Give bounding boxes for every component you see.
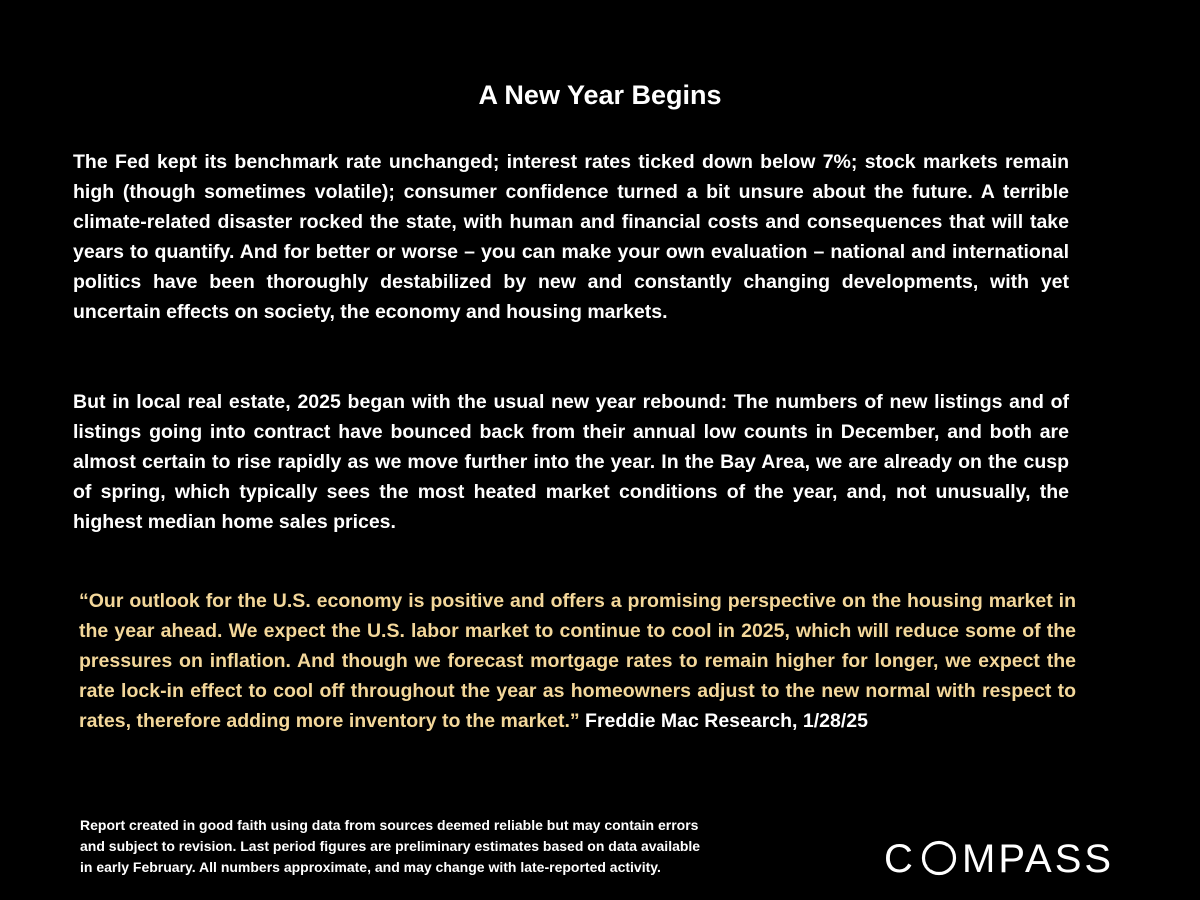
disclaimer-line-1: Report created in good faith using data from sources deemed reliable but may contain errors (80, 817, 699, 833)
disclaimer (80, 815, 800, 878)
disclaimer-line-3: in early February. All numbers approximate, and may change with late-reported activity. (80, 859, 661, 875)
logo-letter-c: C (884, 837, 913, 881)
quote-block (79, 586, 1076, 736)
logo-letters: MPASS (962, 837, 1115, 881)
page-title: A New Year Begins (478, 80, 722, 110)
quote-attribution: Freddie Mac Research, 1/28/25 (585, 710, 868, 732)
quote-text: “Our outlook for the U.S. economy is positive and offers a promising perspective on the housing market in the year ahead. We expect the U.S. labor market to continue to cool in 2025, which will reduce some of the pressures on inflation. And though we forecast mortgage rates to remain higher for longer, we expect the rate lock-in effect to cool off throughout the year as homeowners adjust to the new normal with respect to rates, therefore adding more inventory to the market.” (79, 590, 1076, 732)
compass-logo-mark (884, 834, 1144, 882)
compass-o-icon (924, 843, 955, 874)
body-paragraph-1: The Fed kept its benchmark rate unchanged; interest rates ticked down below 7%; stock markets remain high (though sometimes volatile); consumer confidence turned a bit unsure about the future. A terrible climate-related disaster rocked the state, with human and financial costs and consequences that will take years to quantify. And for better or worse – you can make your own evaluation – national and international politics have been thoroughly destabilized by new and constantly changing developments, with yet uncertain effects on society, the economy and housing markets. (73, 151, 1069, 323)
compass-logo (884, 834, 1144, 882)
disclaimer-line-2: and subject to revision. Last period figures are preliminary estimates based on data available (80, 838, 701, 854)
body-paragraph-2: But in local real estate, 2025 began with the usual new year rebound: The numbers of new listings and of listings going into contract have bounced back from their annual low counts in December, and both are almost certain to rise rapidly as we move further into the year. In the Bay Area, we are already on the cusp of spring, which typically sees the most heated market conditions of the year, and, not unusually, the highest median home sales prices. (73, 391, 1069, 533)
